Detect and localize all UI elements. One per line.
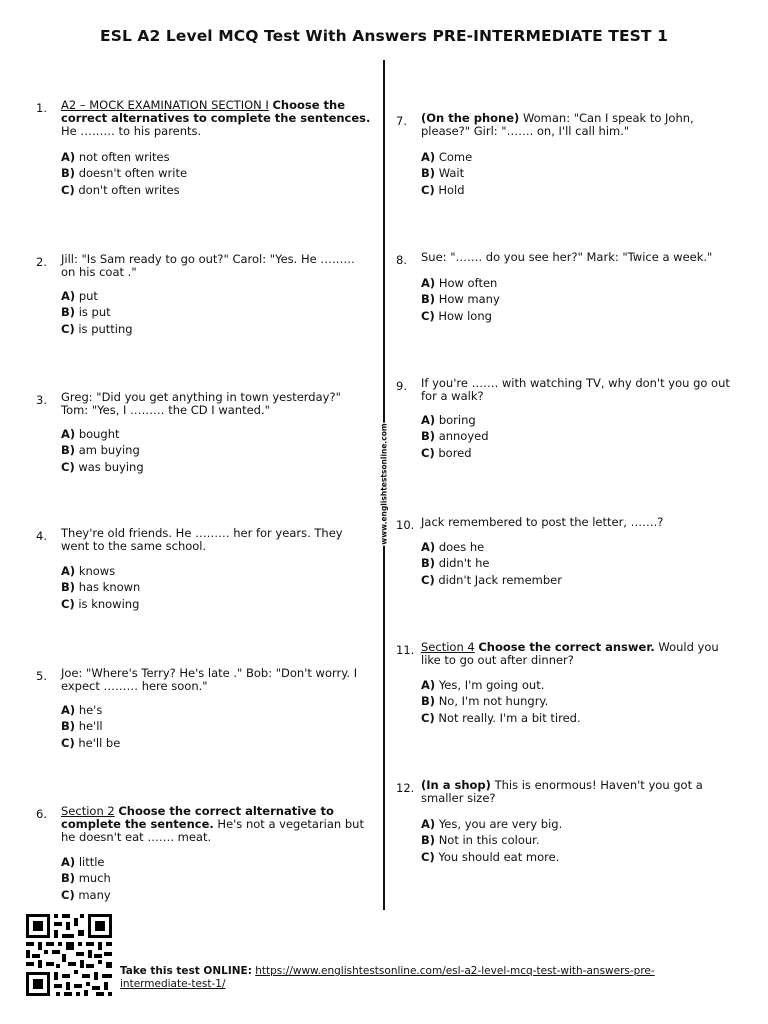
- question-number: 6.: [36, 807, 47, 821]
- question-text: Woman: "Can I speak to John, please?" Girl: "……. on, I'll call him.": [421, 111, 694, 138]
- option-b[interactable]: B) No, I'm not hungry.: [421, 694, 549, 709]
- option-a[interactable]: A) put: [61, 289, 98, 303]
- option-a[interactable]: A) he's: [61, 703, 103, 717]
- option-c[interactable]: C) is knowing: [61, 596, 140, 611]
- question-number: 7.: [396, 114, 407, 128]
- question-number: 9.: [396, 379, 407, 393]
- site-watermark: www.englishtestsonline.com: [379, 423, 389, 545]
- question-text: They're old friends. He ……… her for years. They went to the same school.: [61, 526, 343, 553]
- option-a[interactable]: A) bought: [61, 427, 120, 441]
- option-a[interactable]: A) not often writes: [61, 150, 170, 164]
- option-b[interactable]: B) he'll: [61, 719, 103, 734]
- option-c[interactable]: C) he'll be: [61, 735, 121, 750]
- option-c[interactable]: C) don't often writes: [61, 182, 180, 197]
- option-a[interactable]: A) boring: [421, 413, 476, 427]
- option-c[interactable]: C) bored: [421, 445, 472, 460]
- option-b[interactable]: B) is put: [61, 305, 111, 320]
- option-a[interactable]: A) Yes, you are very big.: [421, 817, 563, 831]
- option-c[interactable]: C) Hold: [421, 182, 465, 197]
- question-text: He's not a vegetarian but he doesn't eat ……. meat.: [61, 817, 364, 844]
- option-c[interactable]: C) was buying: [61, 459, 144, 474]
- option-b[interactable]: B) Not in this colour.: [421, 833, 540, 848]
- option-c[interactable]: C) Not really. I'm a bit tired.: [421, 710, 581, 725]
- test-online-link[interactable]: https://www.englishtestsonline.com/esl-a2-level-mcq-test-with-answers-pre-intermediate-test-1/: [120, 965, 655, 990]
- question-text: Jill: "Is Sam ready to go out?" Carol: "Yes. He ……… on his coat .": [61, 252, 355, 279]
- option-b[interactable]: B) doesn't often write: [61, 166, 188, 181]
- question-number: 1.: [36, 101, 47, 115]
- context: (On the phone): [421, 111, 520, 125]
- instruction: Choose the correct alternative to complete the sentence.: [61, 804, 334, 831]
- question-text: If you're ……. with watching TV, why don't you go out for a walk?: [421, 376, 730, 403]
- question-text: Joe: "Where's Terry? He's late ." Bob: "Don't worry. I expect ……… here soon.": [61, 666, 358, 693]
- question-number: 3.: [36, 393, 47, 407]
- footer: [120, 965, 680, 991]
- question-text: Jack remembered to post the letter, …….?: [421, 515, 664, 529]
- option-c[interactable]: C) is putting: [61, 321, 133, 336]
- option-c[interactable]: C) didn't Jack remember: [421, 572, 562, 587]
- question-number: 4.: [36, 529, 47, 543]
- option-a[interactable]: A) Come: [421, 150, 473, 164]
- qr-code-icon[interactable]: [24, 912, 114, 998]
- option-c[interactable]: C) many: [61, 887, 111, 902]
- question-number: 11.: [396, 643, 415, 657]
- context: (In a shop): [421, 778, 491, 792]
- option-b[interactable]: B) am buying: [61, 443, 140, 458]
- option-c[interactable]: C) How long: [421, 308, 492, 323]
- option-a[interactable]: A) little: [61, 855, 105, 869]
- question-number: 5.: [36, 669, 47, 683]
- question-number: 8.: [396, 253, 407, 267]
- question-text: Would you like to go out after dinner?: [421, 640, 719, 667]
- option-b[interactable]: B) much: [61, 871, 111, 886]
- page-title: ESL A2 Level MCQ Test With Answers PRE-INTERMEDIATE TEST 1: [100, 27, 668, 45]
- footer-label: Take this test ONLINE:: [120, 965, 252, 977]
- question-number: 2.: [36, 255, 47, 269]
- question-text: This is enormous! Haven't you got a smaller size?: [421, 778, 703, 805]
- question-number: 12.: [396, 781, 415, 795]
- option-c[interactable]: C) You should eat more.: [421, 849, 560, 864]
- section-heading: A2 – MOCK EXAMINATION SECTION I: [61, 98, 269, 112]
- option-a[interactable]: A) How often: [421, 276, 498, 290]
- option-b[interactable]: B) didn't he: [421, 556, 490, 571]
- instruction: Choose the correct answer.: [478, 640, 655, 654]
- option-a[interactable]: A) Yes, I'm going out.: [421, 678, 545, 692]
- option-a[interactable]: A) knows: [61, 564, 116, 578]
- option-b[interactable]: B) has known: [61, 580, 141, 595]
- question-text: He ……… to his parents.: [61, 124, 202, 138]
- option-b[interactable]: B) Wait: [421, 166, 465, 181]
- instruction: Choose the correct alternatives to complete the sentences.: [61, 98, 371, 125]
- option-a[interactable]: A) does he: [421, 540, 485, 554]
- question-text: Sue: "……. do you see her?" Mark: "Twice a week.": [421, 250, 713, 264]
- option-b[interactable]: B) How many: [421, 292, 500, 307]
- section-heading: Section 2: [61, 804, 115, 818]
- option-b[interactable]: B) annoyed: [421, 429, 489, 444]
- question-text: Greg: "Did you get anything in town yesterday?" Tom: "Yes, I ……… the CD I wanted.": [61, 390, 341, 417]
- question-number: 10.: [396, 518, 415, 532]
- section-heading: Section 4: [421, 640, 475, 654]
